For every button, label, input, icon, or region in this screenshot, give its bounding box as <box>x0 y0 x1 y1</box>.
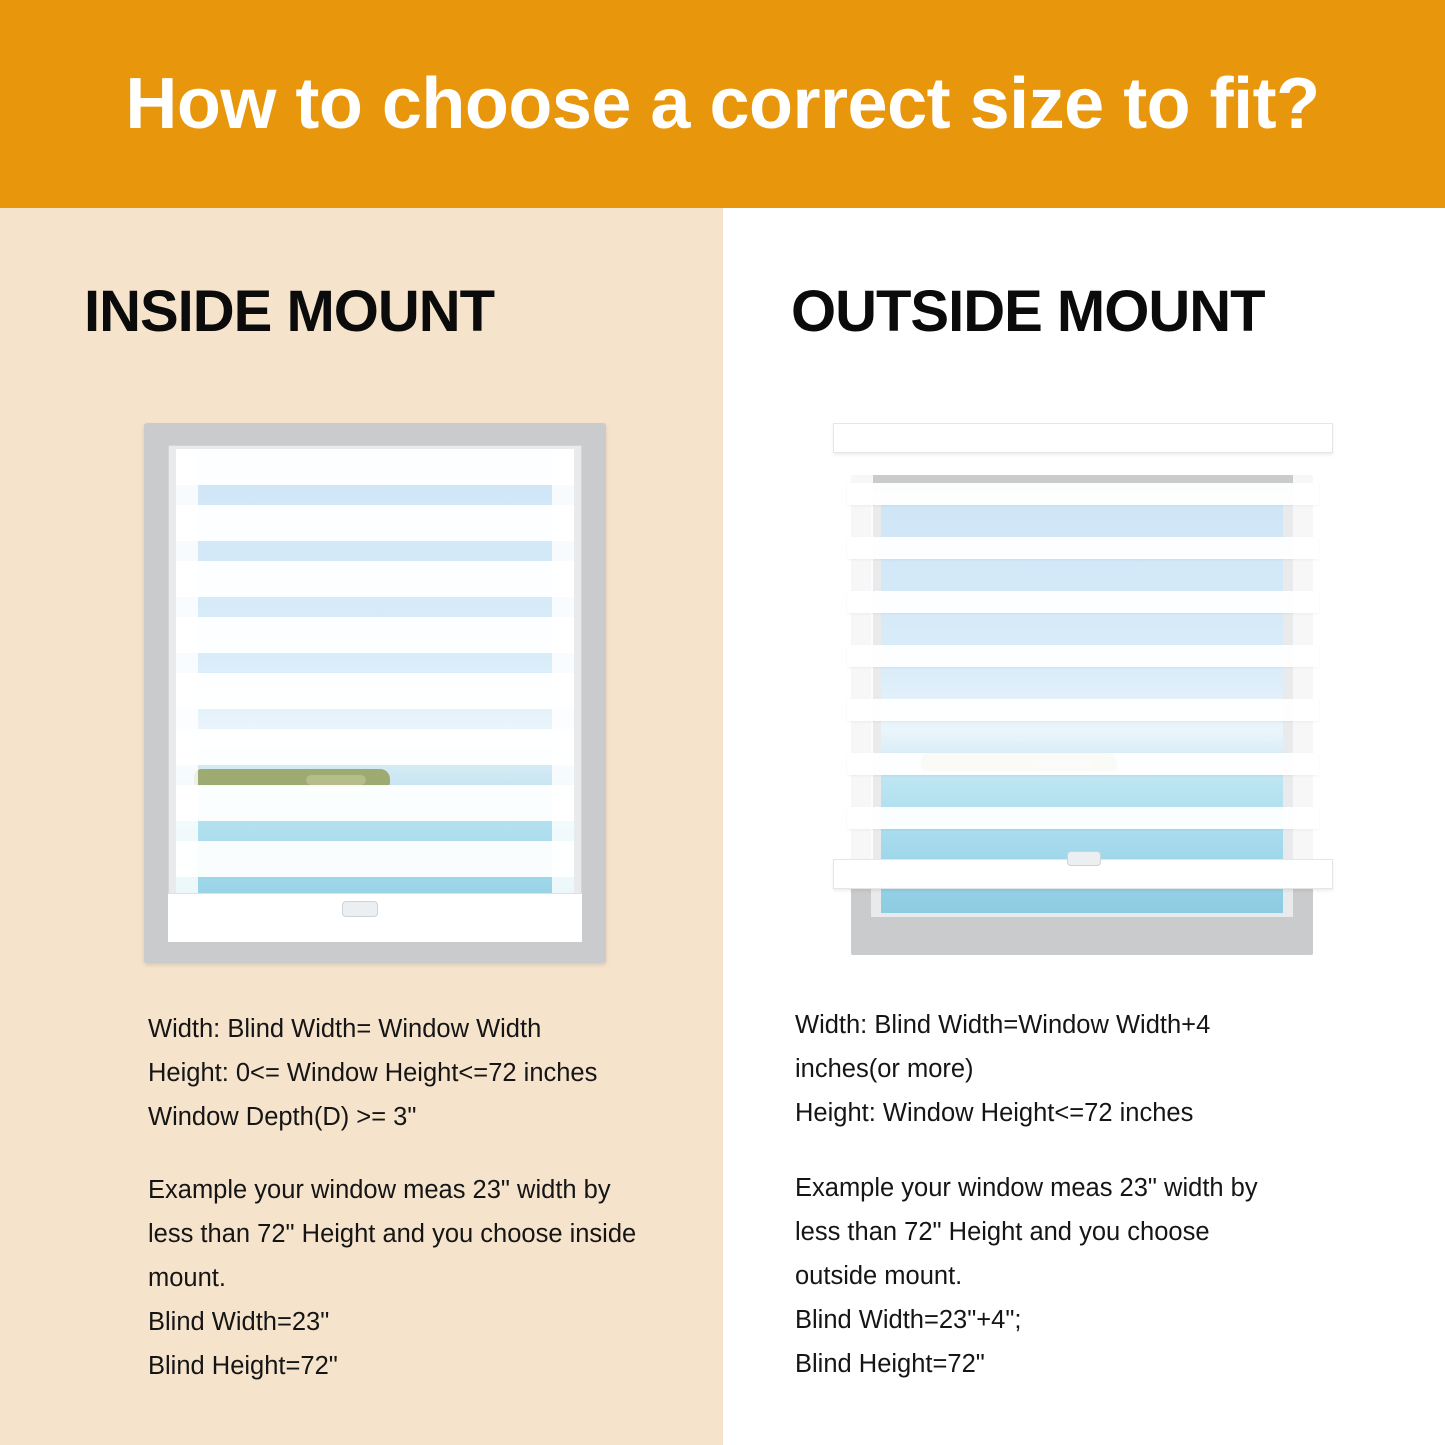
blind-slat <box>176 449 574 485</box>
example-line: outside mount. <box>795 1262 963 1291</box>
window-view-island-small <box>306 775 366 785</box>
window-handle <box>342 901 378 917</box>
panel-outside-mount <box>723 208 1445 1445</box>
inside-mount-spec-text <box>148 1008 693 1140</box>
blind-slat <box>176 505 574 541</box>
inside-mount-window-illustration <box>144 423 606 963</box>
example-line: Blind Width=23"+4"; <box>795 1306 1022 1335</box>
panels-container <box>0 208 1445 1445</box>
window-handle <box>1067 851 1101 866</box>
outside-mount-spec-text <box>795 1004 1355 1136</box>
blind-slat <box>176 729 574 765</box>
example-line: Example your window meas 23" width by <box>795 1174 1258 1202</box>
spec-line: Window Depth(D) >= 3" <box>148 1102 417 1131</box>
spec-line: Height: 0<= Window Height<=72 inches <box>148 1058 598 1087</box>
blind-slat <box>847 699 1319 721</box>
outside-mount-example-text <box>795 1166 1355 1387</box>
example-line: Example your window meas 23" width by <box>148 1176 611 1204</box>
window-view-sea <box>881 775 1283 913</box>
blind-slat <box>847 645 1319 667</box>
panel-inside-mount <box>0 208 723 1445</box>
panel-title-outside-mount: OUTSIDE MOUNT <box>791 279 1265 344</box>
example-line: less than 72" Height and you choose <box>795 1218 1210 1247</box>
blind-slat <box>847 483 1319 505</box>
spec-line: Width: Blind Width= Window Width <box>148 1015 542 1043</box>
header-banner <box>0 0 1445 208</box>
spec-line: Height: Window Height<=72 inches <box>795 1098 1194 1127</box>
blind-slat <box>176 841 574 877</box>
blind-slat <box>847 591 1319 613</box>
blind-side-rail-left <box>176 449 198 909</box>
blind-slat <box>176 561 574 597</box>
example-line: mount. <box>148 1264 226 1293</box>
blind-slat <box>176 673 574 709</box>
blind-slat <box>176 785 574 821</box>
blind-side-rail-right <box>552 449 574 909</box>
example-line: Blind Height=72" <box>148 1352 338 1381</box>
blind-slat <box>176 617 574 653</box>
panel-title-inside-mount: INSIDE MOUNT <box>84 279 495 344</box>
spec-line: Width: Blind Width=Window Width+4 <box>795 1011 1211 1039</box>
blind-headrail <box>833 423 1333 453</box>
blind-slat <box>847 753 1319 775</box>
blind-slat <box>847 807 1319 829</box>
page-title: How to choose a correct size to fit? <box>125 64 1320 144</box>
example-line: less than 72" Height and you choose inside <box>148 1220 637 1249</box>
blind-slat <box>847 537 1319 559</box>
spec-line: inches(or more) <box>795 1054 974 1083</box>
example-line: Blind Height=72" <box>795 1350 985 1379</box>
inside-mount-example-text <box>148 1168 688 1389</box>
example-line: Blind Width=23" <box>148 1308 330 1337</box>
outside-mount-window-illustration <box>833 423 1333 963</box>
